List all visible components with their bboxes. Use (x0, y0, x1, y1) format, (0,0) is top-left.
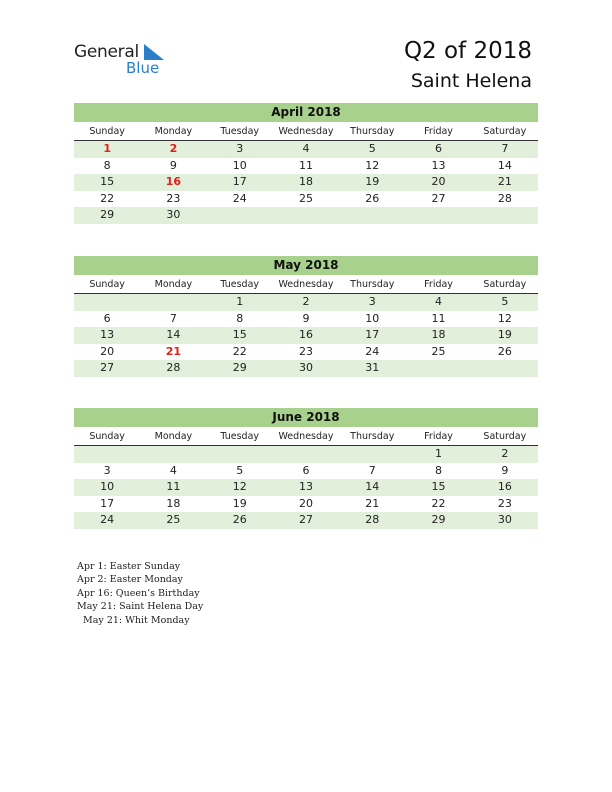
day-cell: 13 (298, 480, 313, 493)
week-row (74, 446, 538, 463)
day-cell: 29 (431, 513, 446, 526)
page-subtitle: Saint Helena (410, 70, 532, 92)
day-cell: 29 (100, 208, 115, 221)
day-cell (472, 360, 538, 377)
week-row (74, 207, 538, 224)
day-cell (74, 294, 140, 311)
week-row (74, 158, 538, 175)
day-cell: 17 (365, 328, 380, 341)
weekday-label: Wednesday (278, 279, 334, 290)
logo-triangle-icon (142, 44, 164, 60)
day-cell: 3 (103, 463, 111, 477)
day-cell (207, 446, 273, 463)
weekday-header-row (74, 123, 538, 141)
day-cell: 8 (236, 311, 244, 325)
day-cell: 20 (431, 175, 446, 188)
day-cell: 14 (365, 480, 380, 493)
day-cell: 25 (431, 344, 446, 358)
day-cell: 11 (298, 158, 313, 172)
day-cell: 26 (365, 191, 380, 205)
day-cell: 16 (497, 480, 512, 493)
day-cell (405, 360, 471, 377)
holiday-notes (77, 560, 203, 627)
holiday-note: Apr 16: Queen’s Birthday (77, 587, 200, 599)
day-cell: 19 (365, 175, 380, 188)
week-row (74, 344, 538, 361)
day-cell: 9 (169, 158, 177, 172)
day-cell: 1 (103, 142, 111, 155)
day-cell: 7 (368, 463, 376, 477)
day-cell: 9 (501, 463, 509, 477)
day-cell: 11 (431, 311, 446, 325)
weekday-label: Saturday (483, 126, 527, 137)
day-cell: 6 (103, 311, 111, 325)
day-cell: 28 (166, 361, 181, 374)
day-cell: 28 (497, 191, 512, 205)
week-row (74, 512, 538, 529)
day-cell: 24 (232, 191, 247, 205)
weekday-label: Thursday (350, 126, 395, 137)
week-row (74, 463, 538, 480)
day-cell: 3 (236, 142, 244, 155)
generalblue-logo (74, 40, 174, 80)
day-cell: 22 (431, 496, 446, 510)
page-title: Q2 of 2018 (403, 38, 532, 64)
day-cell: 9 (302, 311, 310, 325)
day-cell: 20 (100, 344, 115, 358)
day-cell: 27 (100, 361, 115, 374)
month-title: May 2018 (74, 256, 538, 275)
day-cell (140, 446, 206, 463)
week-row (74, 327, 538, 344)
day-cell: 2 (501, 447, 509, 460)
week-row (74, 191, 538, 208)
day-cell: 26 (497, 344, 512, 358)
weekday-label: Friday (424, 126, 453, 137)
day-cell: 21 (497, 175, 512, 188)
month-title: June 2018 (74, 408, 538, 427)
day-cell: 23 (497, 496, 512, 510)
day-cell: 2 (169, 142, 178, 155)
weekday-label: Tuesday (220, 279, 260, 290)
day-cell: 21 (365, 496, 380, 510)
weekday-header-row (74, 276, 538, 294)
day-cell (140, 294, 206, 311)
day-cell (405, 207, 471, 224)
day-cell: 1 (435, 447, 443, 460)
weekday-label: Tuesday (220, 431, 260, 442)
weekday-label: Monday (154, 279, 193, 290)
day-cell: 29 (232, 361, 247, 374)
logo-general-text: General (74, 42, 139, 62)
day-cell: 6 (435, 142, 443, 155)
day-cell (273, 446, 339, 463)
day-cell: 25 (298, 191, 313, 205)
weekday-label: Thursday (350, 431, 395, 442)
day-cell: 27 (431, 191, 446, 205)
day-cell: 8 (103, 158, 111, 172)
day-cell: 7 (169, 311, 177, 325)
week-row (74, 294, 538, 311)
week-row (74, 496, 538, 513)
day-cell: 14 (166, 328, 181, 341)
day-cell: 30 (166, 208, 181, 221)
day-cell: 6 (302, 463, 310, 477)
day-cell: 15 (232, 328, 247, 341)
day-cell: 11 (166, 480, 181, 493)
day-cell: 17 (232, 175, 247, 188)
day-cell (207, 207, 273, 224)
day-cell: 18 (431, 328, 446, 341)
day-cell: 13 (431, 158, 446, 172)
week-row (74, 311, 538, 328)
day-cell: 17 (100, 496, 115, 510)
day-cell: 18 (298, 175, 313, 188)
day-cell: 14 (497, 158, 512, 172)
weekday-header-row (74, 428, 538, 446)
weekday-label: Friday (424, 279, 453, 290)
day-cell (472, 207, 538, 224)
day-cell: 12 (365, 158, 380, 172)
day-cell: 31 (365, 361, 380, 374)
day-cell: 28 (365, 513, 380, 526)
day-cell: 21 (165, 344, 182, 358)
day-cell (74, 446, 140, 463)
weekday-label: Sunday (89, 126, 125, 137)
day-cell: 15 (431, 480, 446, 493)
weekday-label: Sunday (89, 431, 125, 442)
weekday-label: Saturday (483, 279, 527, 290)
day-cell: 3 (368, 295, 376, 308)
day-cell: 16 (298, 328, 313, 341)
holiday-note: May 21: Whit Monday (77, 614, 190, 626)
holiday-note: Apr 2: Easter Monday (77, 574, 183, 586)
day-cell: 5 (236, 463, 244, 477)
week-row (74, 174, 538, 191)
logo-blue-text: Blue (126, 59, 160, 77)
weekday-label: Thursday (350, 279, 395, 290)
day-cell: 18 (166, 496, 181, 510)
day-cell: 13 (100, 328, 115, 341)
day-cell: 19 (232, 496, 247, 510)
day-cell: 30 (298, 361, 313, 374)
day-cell: 24 (100, 513, 115, 526)
day-cell (339, 446, 405, 463)
day-cell: 10 (232, 158, 247, 172)
weekday-label: Monday (154, 126, 193, 137)
week-row (74, 360, 538, 377)
day-cell: 15 (100, 175, 115, 188)
day-cell: 20 (298, 496, 313, 510)
day-cell: 12 (232, 480, 247, 493)
weekday-label: Wednesday (278, 126, 334, 137)
day-cell (339, 207, 405, 224)
month-calendar (74, 256, 538, 377)
day-cell: 27 (298, 513, 313, 526)
month-title: April 2018 (74, 103, 538, 122)
day-cell: 10 (365, 311, 380, 325)
week-row (74, 479, 538, 496)
day-cell: 22 (232, 344, 247, 358)
holiday-note: Apr 1: Easter Sunday (77, 561, 181, 572)
month-calendar (74, 103, 538, 224)
day-cell: 16 (165, 175, 182, 188)
day-cell: 5 (501, 295, 509, 308)
day-cell: 26 (232, 513, 247, 526)
weekday-label: Friday (424, 431, 453, 442)
day-cell: 10 (100, 480, 115, 493)
day-cell: 30 (497, 513, 512, 526)
day-cell: 7 (501, 142, 509, 155)
day-cell: 5 (368, 142, 376, 155)
day-cell: 23 (166, 191, 181, 205)
day-cell: 19 (497, 328, 512, 341)
weekday-label: Tuesday (220, 126, 260, 137)
weekday-label: Sunday (89, 279, 125, 290)
week-row (74, 141, 538, 158)
day-cell: 2 (302, 295, 310, 308)
weekday-label: Wednesday (278, 431, 334, 442)
day-cell: 24 (365, 344, 380, 358)
month-calendar (74, 408, 538, 529)
weekday-label: Saturday (483, 431, 527, 442)
day-cell (273, 207, 339, 224)
day-cell: 4 (169, 463, 177, 477)
day-cell: 4 (302, 142, 310, 155)
day-cell: 25 (166, 513, 181, 526)
day-cell: 23 (298, 344, 313, 358)
day-cell: 1 (236, 295, 244, 308)
day-cell: 8 (435, 463, 443, 477)
weekday-label: Monday (154, 431, 193, 442)
holiday-note: May 21: Saint Helena Day (77, 601, 204, 613)
day-cell: 12 (497, 311, 512, 325)
day-cell: 22 (100, 191, 115, 205)
day-cell: 4 (435, 295, 443, 308)
